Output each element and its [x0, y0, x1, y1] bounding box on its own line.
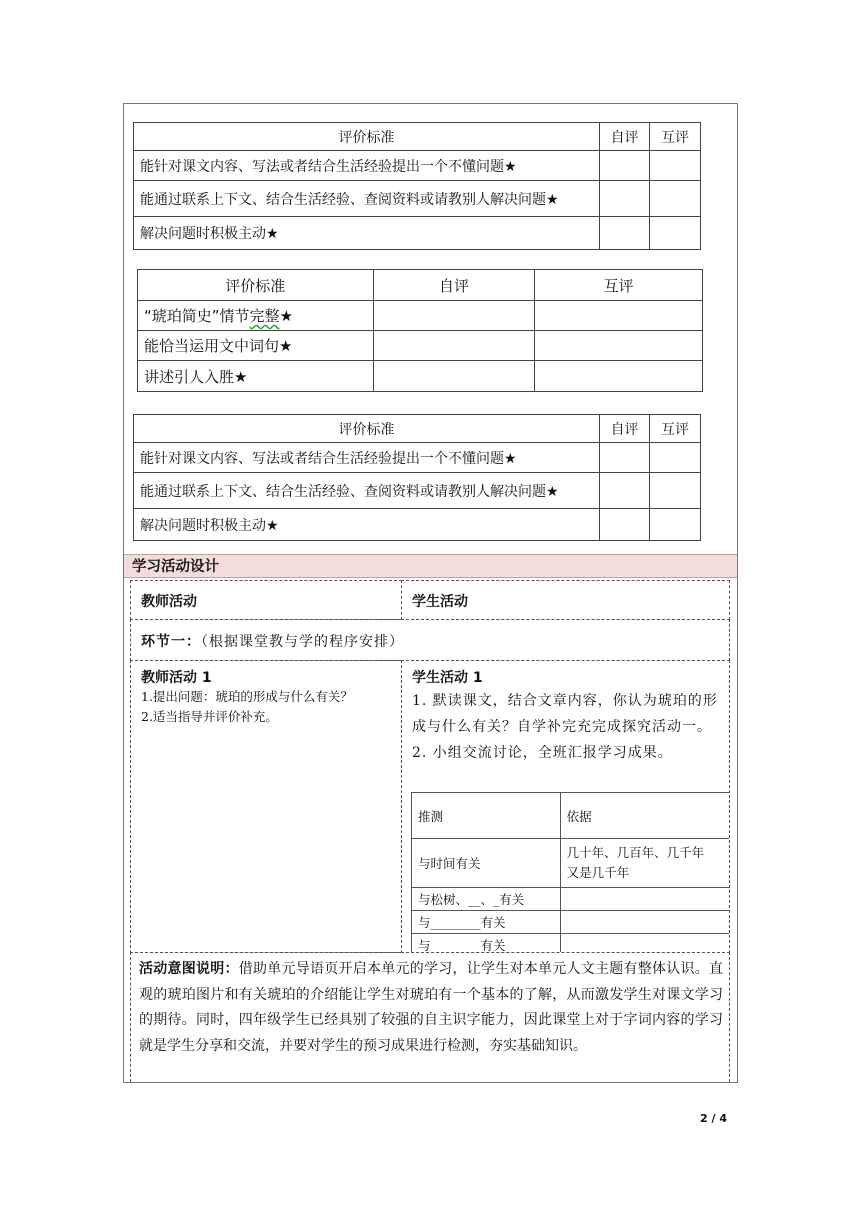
- peer-eval-cell[interactable]: [650, 443, 701, 473]
- self-eval-cell[interactable]: [373, 331, 535, 361]
- peer-eval-cell[interactable]: [650, 217, 701, 250]
- page-number: 2 / 4: [700, 1112, 727, 1125]
- student-activity-title: 学生活动 1: [412, 670, 483, 686]
- criteria-row: 能恰当运用文中词句★: [138, 331, 374, 361]
- peer-eval-header: 互评: [535, 270, 703, 301]
- guess-cell: 与________有关: [412, 934, 561, 954]
- teacher-column-header: [130, 580, 402, 620]
- list-item: 2.适当指导并评价补充。: [141, 709, 278, 724]
- criteria-header: 评价标准: [138, 270, 374, 301]
- criteria-row: 解决问题时积极主动★: [134, 217, 600, 250]
- peer-eval-header: 互评: [650, 123, 701, 151]
- student-column-header: [401, 580, 730, 620]
- list-item: 1.提出问题：琥珀的形成与什么有关？: [141, 689, 353, 704]
- basis-cell: 几十年、几百年、几千年 又是几千年: [560, 839, 730, 888]
- self-eval-cell[interactable]: [373, 361, 535, 392]
- criteria-row: 能通过联系上下文、结合生活经验、查阅资料或请教别人解决问题★: [134, 473, 600, 509]
- activity-intent-label: 活动意图说明：: [139, 961, 239, 977]
- self-eval-header: 自评: [600, 123, 650, 151]
- self-eval-cell[interactable]: [373, 301, 535, 331]
- criteria-row: “琥珀简史”情节完整★: [138, 301, 374, 331]
- criteria-row: 能针对课文内容、写法或者结合生活经验提出一个不懂问题★: [134, 151, 600, 181]
- peer-eval-cell[interactable]: [650, 151, 701, 181]
- stage-note: （根据课堂教与学的程序安排）: [201, 634, 404, 650]
- criteria-row: 解决问题时积极主动★: [134, 509, 600, 541]
- peer-eval-cell[interactable]: [535, 361, 703, 392]
- peer-eval-cell[interactable]: [535, 301, 703, 331]
- evaluation-table-1: [133, 122, 701, 250]
- guess-cell: 与松树、__、_有关: [412, 888, 561, 911]
- basis-header: 依据: [560, 793, 730, 839]
- student-column-label: 学生活动: [412, 594, 468, 610]
- self-eval-cell[interactable]: [600, 151, 650, 181]
- guess-cell: 与时间有关: [412, 839, 561, 888]
- inquiry-table: [411, 792, 730, 953]
- evaluation-table-2: [137, 269, 703, 392]
- criteria-row: 能通过联系上下文、结合生活经验、查阅资料或请教别人解决问题★: [134, 181, 600, 217]
- teacher-activity-title: 教师活动 1: [141, 670, 212, 686]
- student-step-2: 2. 小组交流讨论，全班汇报学习成果。: [412, 745, 673, 761]
- basis-cell[interactable]: [560, 888, 730, 911]
- self-eval-header: 自评: [600, 415, 650, 443]
- peer-eval-cell[interactable]: [650, 473, 701, 509]
- self-eval-header: 自评: [373, 270, 535, 301]
- teacher-activity-list: [141, 687, 399, 727]
- basis-cell[interactable]: [560, 911, 730, 934]
- peer-eval-header: 互评: [650, 415, 701, 443]
- self-eval-cell[interactable]: [600, 443, 650, 473]
- guess-header: 推测: [412, 793, 561, 839]
- peer-eval-cell[interactable]: [650, 509, 701, 541]
- peer-eval-cell[interactable]: [650, 181, 701, 217]
- activity-intent-text: 活动意图说明：借助单元导语页开启本单元的学习，让学生对本单元人文主题有整体认识。直观的琥珀图片和有关琥珀的介绍能让学生对琥珀有一个基本的了解，从而激发学生对课文学习的期待。同时，四年级学生已经具别了较强的自主识字能力，因此课堂上对于字词内容的学习就是学生分享和交流，并要对学生的预习成果进行检测，夯实基础知识。: [139, 961, 723, 1054]
- evaluation-table-3: [133, 414, 701, 541]
- student-step-1: 1. 默读课文，结合文章内容，你认为琥珀的形成与什么有关？自学补完充完成探究活动一。: [412, 693, 718, 735]
- guess-cell: 与________有关: [412, 911, 561, 934]
- stage-row: [130, 619, 730, 661]
- self-eval-cell[interactable]: [600, 217, 650, 250]
- criteria-header: 评价标准: [134, 123, 600, 151]
- criteria-header: 评价标准: [134, 415, 600, 443]
- basis-cell[interactable]: [560, 934, 730, 954]
- teacher-column-label: 教师活动: [141, 594, 197, 610]
- self-eval-cell[interactable]: [600, 509, 650, 541]
- stage-label: 环节一：: [141, 634, 201, 650]
- student-activity-cell: [401, 660, 730, 953]
- teacher-activity-cell: [130, 660, 402, 953]
- peer-eval-cell[interactable]: [535, 331, 703, 361]
- criteria-row: 讲述引人入胜★: [138, 361, 374, 392]
- section-title: 学习活动设计: [124, 554, 737, 578]
- self-eval-cell[interactable]: [600, 473, 650, 509]
- self-eval-cell[interactable]: [600, 181, 650, 217]
- activity-intent-cell: [130, 952, 730, 1082]
- student-activity-text: [412, 688, 724, 766]
- criteria-row: 能针对课文内容、写法或者结合生活经验提出一个不懂问题★: [134, 443, 600, 473]
